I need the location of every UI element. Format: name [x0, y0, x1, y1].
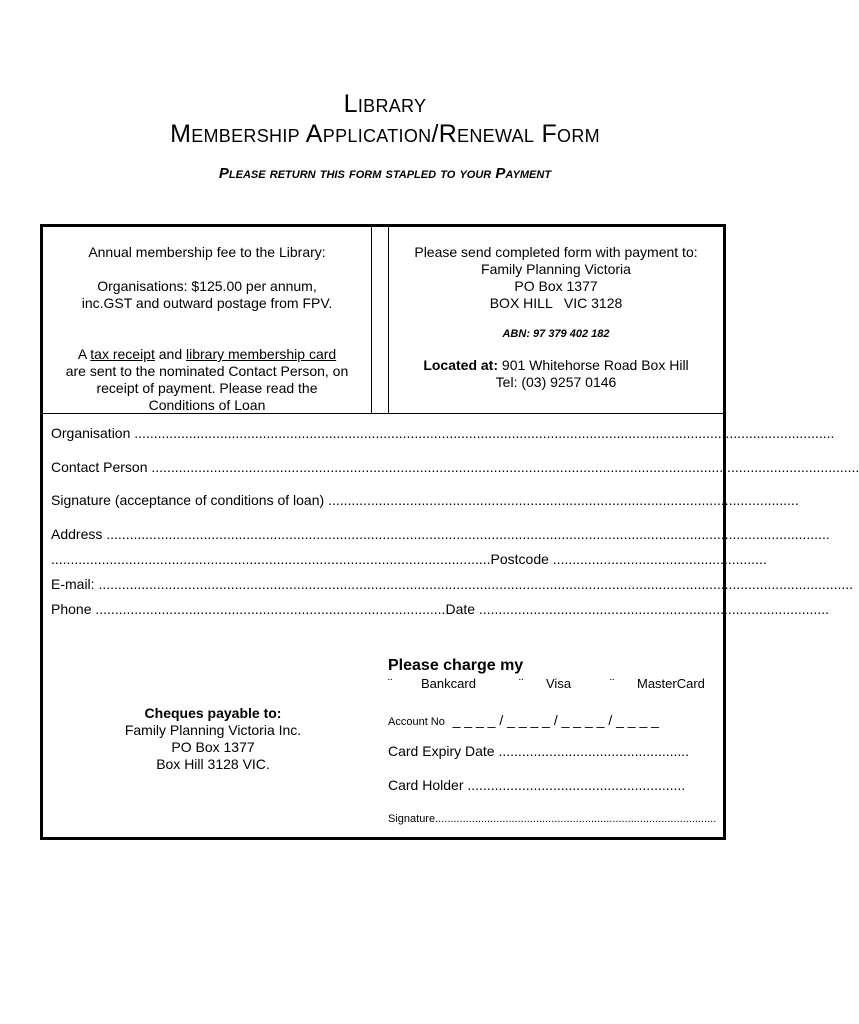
membership-card-text: library membership card: [186, 346, 337, 362]
application-form: [40, 224, 859, 840]
mastercard-label: MasterCard: [637, 676, 705, 691]
send-suburb: BOX HILL VIC 3128: [489, 295, 623, 311]
address-field[interactable]: Address ..........................................................................................................................................................................................: [51, 526, 830, 542]
contact-person-field[interactable]: Contact Person ......................................................................................................................................................................................: [51, 459, 859, 475]
card-signature-field[interactable]: Signature............................................................................................: [388, 813, 717, 825]
cheques-title: Cheques payable to:: [144, 705, 282, 721]
date-label: Date: [445, 601, 476, 617]
membership-fee-info: [43, 244, 371, 414]
info-section: [43, 227, 723, 414]
form-title-line2: Membership Application/Renewal Form: [170, 120, 600, 148]
abn-number: ABN: 97 379 402 182: [502, 328, 610, 340]
account-number-blanks: _ _ _ _ / _ _ _ _ / _ _ _ _ / _ _ _ _: [452, 712, 659, 728]
organisation-label: Organisation: [51, 425, 131, 441]
phone-label: Phone: [51, 601, 92, 617]
charge-title: Please charge my: [388, 657, 524, 674]
mastercard-checkbox[interactable]: ¨: [610, 676, 615, 691]
card-holder-field[interactable]: Card Holder ........................................................: [388, 777, 686, 793]
signature-label: Signature (acceptance of conditions of loan): [51, 492, 325, 508]
send-instruction: Please send completed form with payment to:: [414, 244, 698, 260]
cheques-po-box: PO Box 1377: [171, 739, 255, 755]
visa-label: Visa: [546, 676, 572, 691]
telephone: Tel: (03) 9257 0146: [495, 374, 617, 390]
signature-field[interactable]: Signature (acceptance of conditions of loan) .........................................................................................................................: [51, 492, 799, 508]
phone-date-field[interactable]: Phone ..........................................................................................Date ..........................................................................................: [51, 601, 829, 617]
card-signature-label: Signature: [388, 813, 436, 825]
card-holder-label: Card Holder: [388, 777, 464, 793]
divider-line: [371, 227, 372, 413]
fee-organisations: Organisations: $125.00 per annum,: [97, 278, 317, 294]
cheques-payee: Family Planning Victoria Inc.: [124, 722, 302, 738]
cheques-info: [43, 705, 383, 773]
send-to-info: [389, 244, 723, 391]
organisation-field[interactable]: Organisation ....................................................................................................................................................................................: [51, 425, 835, 441]
tax-receipt-text: tax receipt: [90, 346, 155, 362]
account-number-field[interactable]: [388, 712, 659, 728]
email-label: E-mail:: [51, 576, 95, 592]
bankcard-label: Bankcard: [421, 676, 476, 691]
cheques-suburb: Box Hill 3128 VIC.: [156, 756, 270, 772]
send-org-name: Family Planning Victoria: [481, 261, 631, 277]
address-label: Address: [51, 526, 103, 542]
location-address: Located at: 901 Whitehorse Road Box Hill: [423, 357, 689, 373]
bankcard-checkbox[interactable]: ¨: [388, 676, 393, 691]
form-title-line1: Library: [343, 90, 427, 118]
postcode-label: Postcode: [490, 551, 549, 567]
send-po-box: PO Box 1377: [514, 278, 598, 294]
card-type-options: [388, 676, 722, 696]
receipt-note-line1: A tax receipt and library membership card: [77, 346, 337, 362]
address-line2-postcode-field[interactable]: .................................................................................................................Postcode .......................................................: [51, 551, 767, 567]
visa-checkbox[interactable]: ¨: [519, 676, 524, 691]
card-expiry-label: Card Expiry Date: [388, 743, 495, 759]
contact-person-label: Contact Person: [51, 459, 148, 475]
receipt-note-line4: Conditions of Loan: [148, 397, 266, 413]
fee-intro: Annual membership fee to the Library:: [88, 244, 326, 260]
form-subtitle: Please return this form stapled to your Payment: [218, 165, 552, 182]
receipt-note-line2: are sent to the nominated Contact Person, on: [65, 363, 349, 379]
fee-inclusions: inc.GST and outward postage from FPV.: [81, 295, 333, 311]
card-payment-section: [388, 657, 722, 825]
card-expiry-field[interactable]: Card Expiry Date .................................................: [388, 743, 690, 759]
receipt-note-line3: receipt of payment. Please read the: [96, 380, 318, 396]
account-number-label: Account No: [388, 716, 445, 728]
email-field[interactable]: E-mail: ..................................................................................................................................................................................................: [51, 576, 854, 592]
